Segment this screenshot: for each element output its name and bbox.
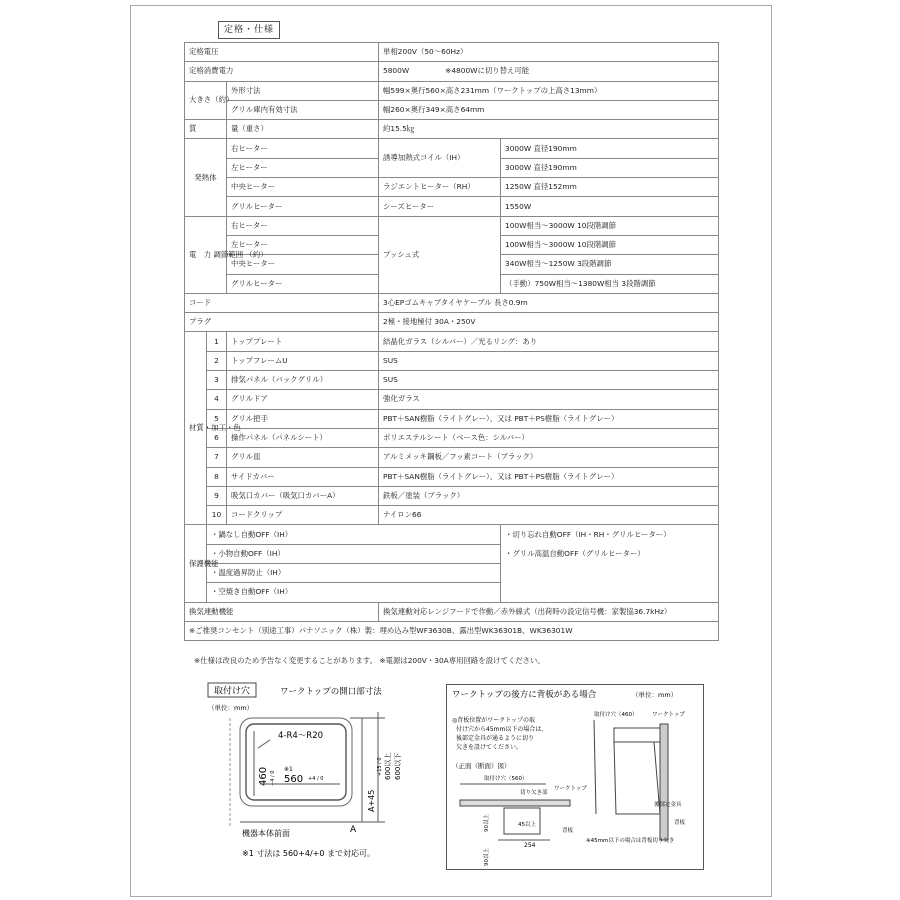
heater-name: 中央ヒーター <box>227 178 379 197</box>
spec-table <box>184 42 719 641</box>
heater-value: 1250W 直径152mm <box>501 178 719 197</box>
dim-90a: 90以上 <box>484 814 490 832</box>
range-name: 右ヒーター <box>227 216 379 235</box>
table-row <box>185 448 719 467</box>
range-value: 340W相当〜1250W 3段階調節 <box>501 255 719 274</box>
protection-right-item: ・切り忘れ自動OFF（IH・RH・グリルヒーター） <box>501 525 719 544</box>
label-weight-b: 量（重さ） <box>227 120 379 139</box>
material-part: トップフレームU <box>227 351 379 370</box>
table-row <box>185 81 719 100</box>
range-name: 左ヒーター <box>227 235 379 254</box>
range-value: （手動）750W相当〜1380W相当 3段階調節 <box>501 274 719 293</box>
material-part: 排気パネル（バックグリル） <box>227 371 379 390</box>
range-type: プッシュ式 <box>379 216 501 293</box>
material-no: 2 <box>207 351 227 370</box>
cutout-subtitle: ワークトップの開口部寸法 <box>280 687 382 697</box>
table-row <box>185 390 719 409</box>
material-no: 3 <box>207 371 227 390</box>
material-part: サイドカバー <box>227 467 379 486</box>
heater-type-rh: ラジエントヒーター（RH） <box>379 178 501 197</box>
label-protection: 保護機能 <box>185 525 207 602</box>
value-rated-voltage: 単相200V（50〜60Hz） <box>379 43 719 62</box>
table-row <box>185 428 719 447</box>
dim-depth-tol: +4 / 0 <box>270 770 276 786</box>
footnote: ※仕様は改良のため予告なく変更することがあります。 ※電源は200V・30A専用回路を設けてください。 <box>194 656 545 665</box>
table-row <box>185 313 719 332</box>
value-rated-power <box>379 62 719 81</box>
label-grill-size: グリル庫内有効寸法 <box>227 100 379 119</box>
worktop-section <box>460 800 570 806</box>
heater-type-ih: 誘導加熱式コイル（IH） <box>379 139 501 178</box>
material-part: 操作パネル（パネルシート） <box>227 428 379 447</box>
rated-power-value: 5800W <box>383 66 410 76</box>
cutout-title: 取付け穴 <box>213 686 251 697</box>
material-value: アルミメッキ鋼板／フッ素コート（ブラック） <box>379 448 719 467</box>
dim-side-tol: +15 / 0 <box>377 757 383 776</box>
material-value: 強化ガラス <box>379 390 719 409</box>
heater-value: 3000W 直径190mm <box>501 139 719 158</box>
side-note: ※45mm以下の場合は背板切り欠き <box>586 838 675 844</box>
dim-254: 254 <box>524 842 536 849</box>
appliance-front <box>594 720 596 814</box>
table-row <box>185 544 719 563</box>
value-plug: 2極・接地極付 30A・250V <box>379 313 719 332</box>
protection-left-item: ・温度過昇防止（IH） <box>207 564 501 583</box>
material-no: 5 <box>207 409 227 428</box>
protection-left-item: ・鍋なし自動OFF（IH） <box>207 525 501 544</box>
material-no: 8 <box>207 467 227 486</box>
material-no: 4 <box>207 390 227 409</box>
backboard-note: 付け穴から45mm以下の場合は、 <box>456 726 548 733</box>
backboard-note: 後部定金具が通るように切り <box>456 735 535 742</box>
table-row <box>185 467 719 486</box>
rated-power-note: ※4800Wに切り替え可能 <box>445 66 530 76</box>
range-name: 中央ヒーター <box>227 255 379 274</box>
dim-width-mark: ※1 <box>284 766 293 773</box>
heater-name: 左ヒーター <box>227 158 379 177</box>
recommend-note: ※ご推奨コンセント（別途工事）パナソニック（株）製：埋め込み型WF3630B、露出型WK36301B、WK36301W <box>185 621 719 640</box>
label-ventilation: 換気連動機能 <box>185 602 379 621</box>
table-row <box>185 293 719 312</box>
table-row <box>185 409 719 428</box>
dim-total-b: 600以下 <box>394 752 402 780</box>
material-no: 6 <box>207 428 227 447</box>
material-part: コードクリップ <box>227 506 379 525</box>
material-value: 結晶化ガラス（シルバー）／光るリング：あり <box>379 332 719 351</box>
table-row <box>185 43 719 62</box>
dim-90b: 90以上 <box>484 848 490 866</box>
material-value: PBT＋SAN樹脂（ライトグレー）、又は PBT＋PS樹脂（ライトグレー） <box>379 467 719 486</box>
section-title: 定格・仕様 <box>218 21 280 39</box>
table-row <box>185 197 719 216</box>
hole-label-side: 取付け穴（460） <box>594 712 638 718</box>
label-rated-voltage: 定格電圧 <box>185 43 379 62</box>
table-row <box>185 178 719 197</box>
table-row <box>185 506 719 525</box>
label-a: A <box>350 825 357 835</box>
material-value: SUS <box>379 351 719 370</box>
protection-right-item: ・グリル高温自動OFF（グリルヒーター） <box>501 544 719 563</box>
value-weight: 約15.5㎏ <box>379 120 719 139</box>
material-value: PBT＋SAN樹脂（ライトグレー）、又は PBT＋PS樹脂（ライトグレー） <box>379 409 719 428</box>
material-part: トッププレート <box>227 332 379 351</box>
label-plug: プラグ <box>185 313 379 332</box>
backboard-side <box>660 724 668 840</box>
notch-shape <box>504 808 540 834</box>
label-heater: 発熱体 <box>185 139 227 216</box>
dim-width-tol: +4 / 0 <box>308 776 324 782</box>
heater-name: グリルヒーター <box>227 197 379 216</box>
range-name: グリルヒーター <box>227 274 379 293</box>
backboard-diagram <box>446 684 704 870</box>
worktop-side <box>614 728 660 742</box>
material-value: 鉄板／塗装（ブラック） <box>379 486 719 505</box>
material-value: SUS <box>379 371 719 390</box>
table-row <box>185 621 719 640</box>
dim-total: 600以上 <box>384 752 392 780</box>
value-ventilation: 換気連動対応レンジフードで作動／赤外線式（出荷時の設定信号機：家製協36.7kHz） <box>379 602 719 621</box>
label-outer-size: 外形寸法 <box>227 81 379 100</box>
range-value: 100W相当〜3000W 10段階調節 <box>501 216 719 235</box>
table-row <box>185 486 719 505</box>
table-row <box>185 100 719 119</box>
material-part: グリル把手 <box>227 409 379 428</box>
notch-label: 切り欠き部 <box>520 790 548 796</box>
heater-value: 1550W <box>501 197 719 216</box>
label-rated-power: 定格消費電力 <box>185 62 379 81</box>
dim-width: 560 <box>284 774 304 785</box>
backboard-note: ◎背板位置がワークトップの取 <box>452 717 536 724</box>
material-no: 9 <box>207 486 227 505</box>
material-no: 7 <box>207 448 227 467</box>
label-cord: コード <box>185 293 379 312</box>
cutout-note: ※1 寸法は 560+4/+0 まで対応可。 <box>242 849 375 858</box>
table-row <box>185 564 719 583</box>
cutout-unit: （単位：mm） <box>208 704 254 712</box>
material-part: グリル皿 <box>227 448 379 467</box>
backboard-title: ワークトップの後方に背板がある場合 <box>452 690 597 700</box>
material-value: ポリエステルシート（ベース色：シルバー） <box>379 428 719 447</box>
table-row <box>185 602 719 621</box>
table-row <box>185 216 719 235</box>
protection-left-item: ・小物自動OFF（IH） <box>207 544 501 563</box>
heater-value: 3000W 直径190mm <box>501 158 719 177</box>
label-size: 大きさ（約） <box>185 81 227 120</box>
protection-left-item: ・空焼き自動OFF（IH） <box>207 583 501 602</box>
label-materials: 材質・加工・色 <box>185 332 207 525</box>
corner-leader <box>258 740 270 748</box>
table-row <box>185 332 719 351</box>
backboard-unit: （単位：mm） <box>632 691 678 699</box>
label-weight-a: 質 <box>185 120 227 139</box>
front-label: 機器本体前面 <box>242 829 290 838</box>
hole-label: 取付け穴（560） <box>484 776 528 782</box>
dim-side: A+45 <box>367 789 376 812</box>
dim-depth: 460 <box>258 766 269 786</box>
heater-type-sheathed: シーズヒーター <box>379 197 501 216</box>
cutout-diagram <box>200 676 440 876</box>
backboard-note: 欠きを設けてください。 <box>456 744 523 751</box>
dim-45: 45以上 <box>518 822 536 828</box>
range-value: 100W相当〜3000W 10段階調節 <box>501 235 719 254</box>
value-cord: 3心EPゴムキャブタイヤケーブル 長さ0.9m <box>379 293 719 312</box>
front-view-label: （正面（断面）図） <box>452 762 511 770</box>
value-grill-size: 幅260×奥行349×高さ64mm <box>379 100 719 119</box>
backboard-label: 背板 <box>562 828 574 834</box>
backboard-label-side: 背板 <box>674 820 686 826</box>
material-part: 吸気口カバー（吸気口カバーA） <box>227 486 379 505</box>
table-row <box>185 525 719 544</box>
label-power-range: 電 力 調節範囲 （約） <box>185 216 227 293</box>
cutout-corner: 4-R4〜R20 <box>278 731 324 741</box>
value-outer-size: 幅599×奥行560×高さ231mm（ワークトップの上高さ13mm） <box>379 81 719 100</box>
table-row <box>185 371 719 390</box>
material-no: 1 <box>207 332 227 351</box>
bracket-label: 後部定金具 <box>654 802 682 808</box>
table-row <box>185 351 719 370</box>
table-row <box>185 583 719 602</box>
table-row <box>185 139 719 158</box>
worktop-label-side: ワークトップ <box>652 712 685 718</box>
heater-name: 右ヒーター <box>227 139 379 158</box>
material-part: グリルドア <box>227 390 379 409</box>
material-no: 10 <box>207 506 227 525</box>
table-row <box>185 62 719 81</box>
table-row <box>185 120 719 139</box>
worktop-label: ワークトップ <box>554 786 587 792</box>
material-value: ナイロン66 <box>379 506 719 525</box>
